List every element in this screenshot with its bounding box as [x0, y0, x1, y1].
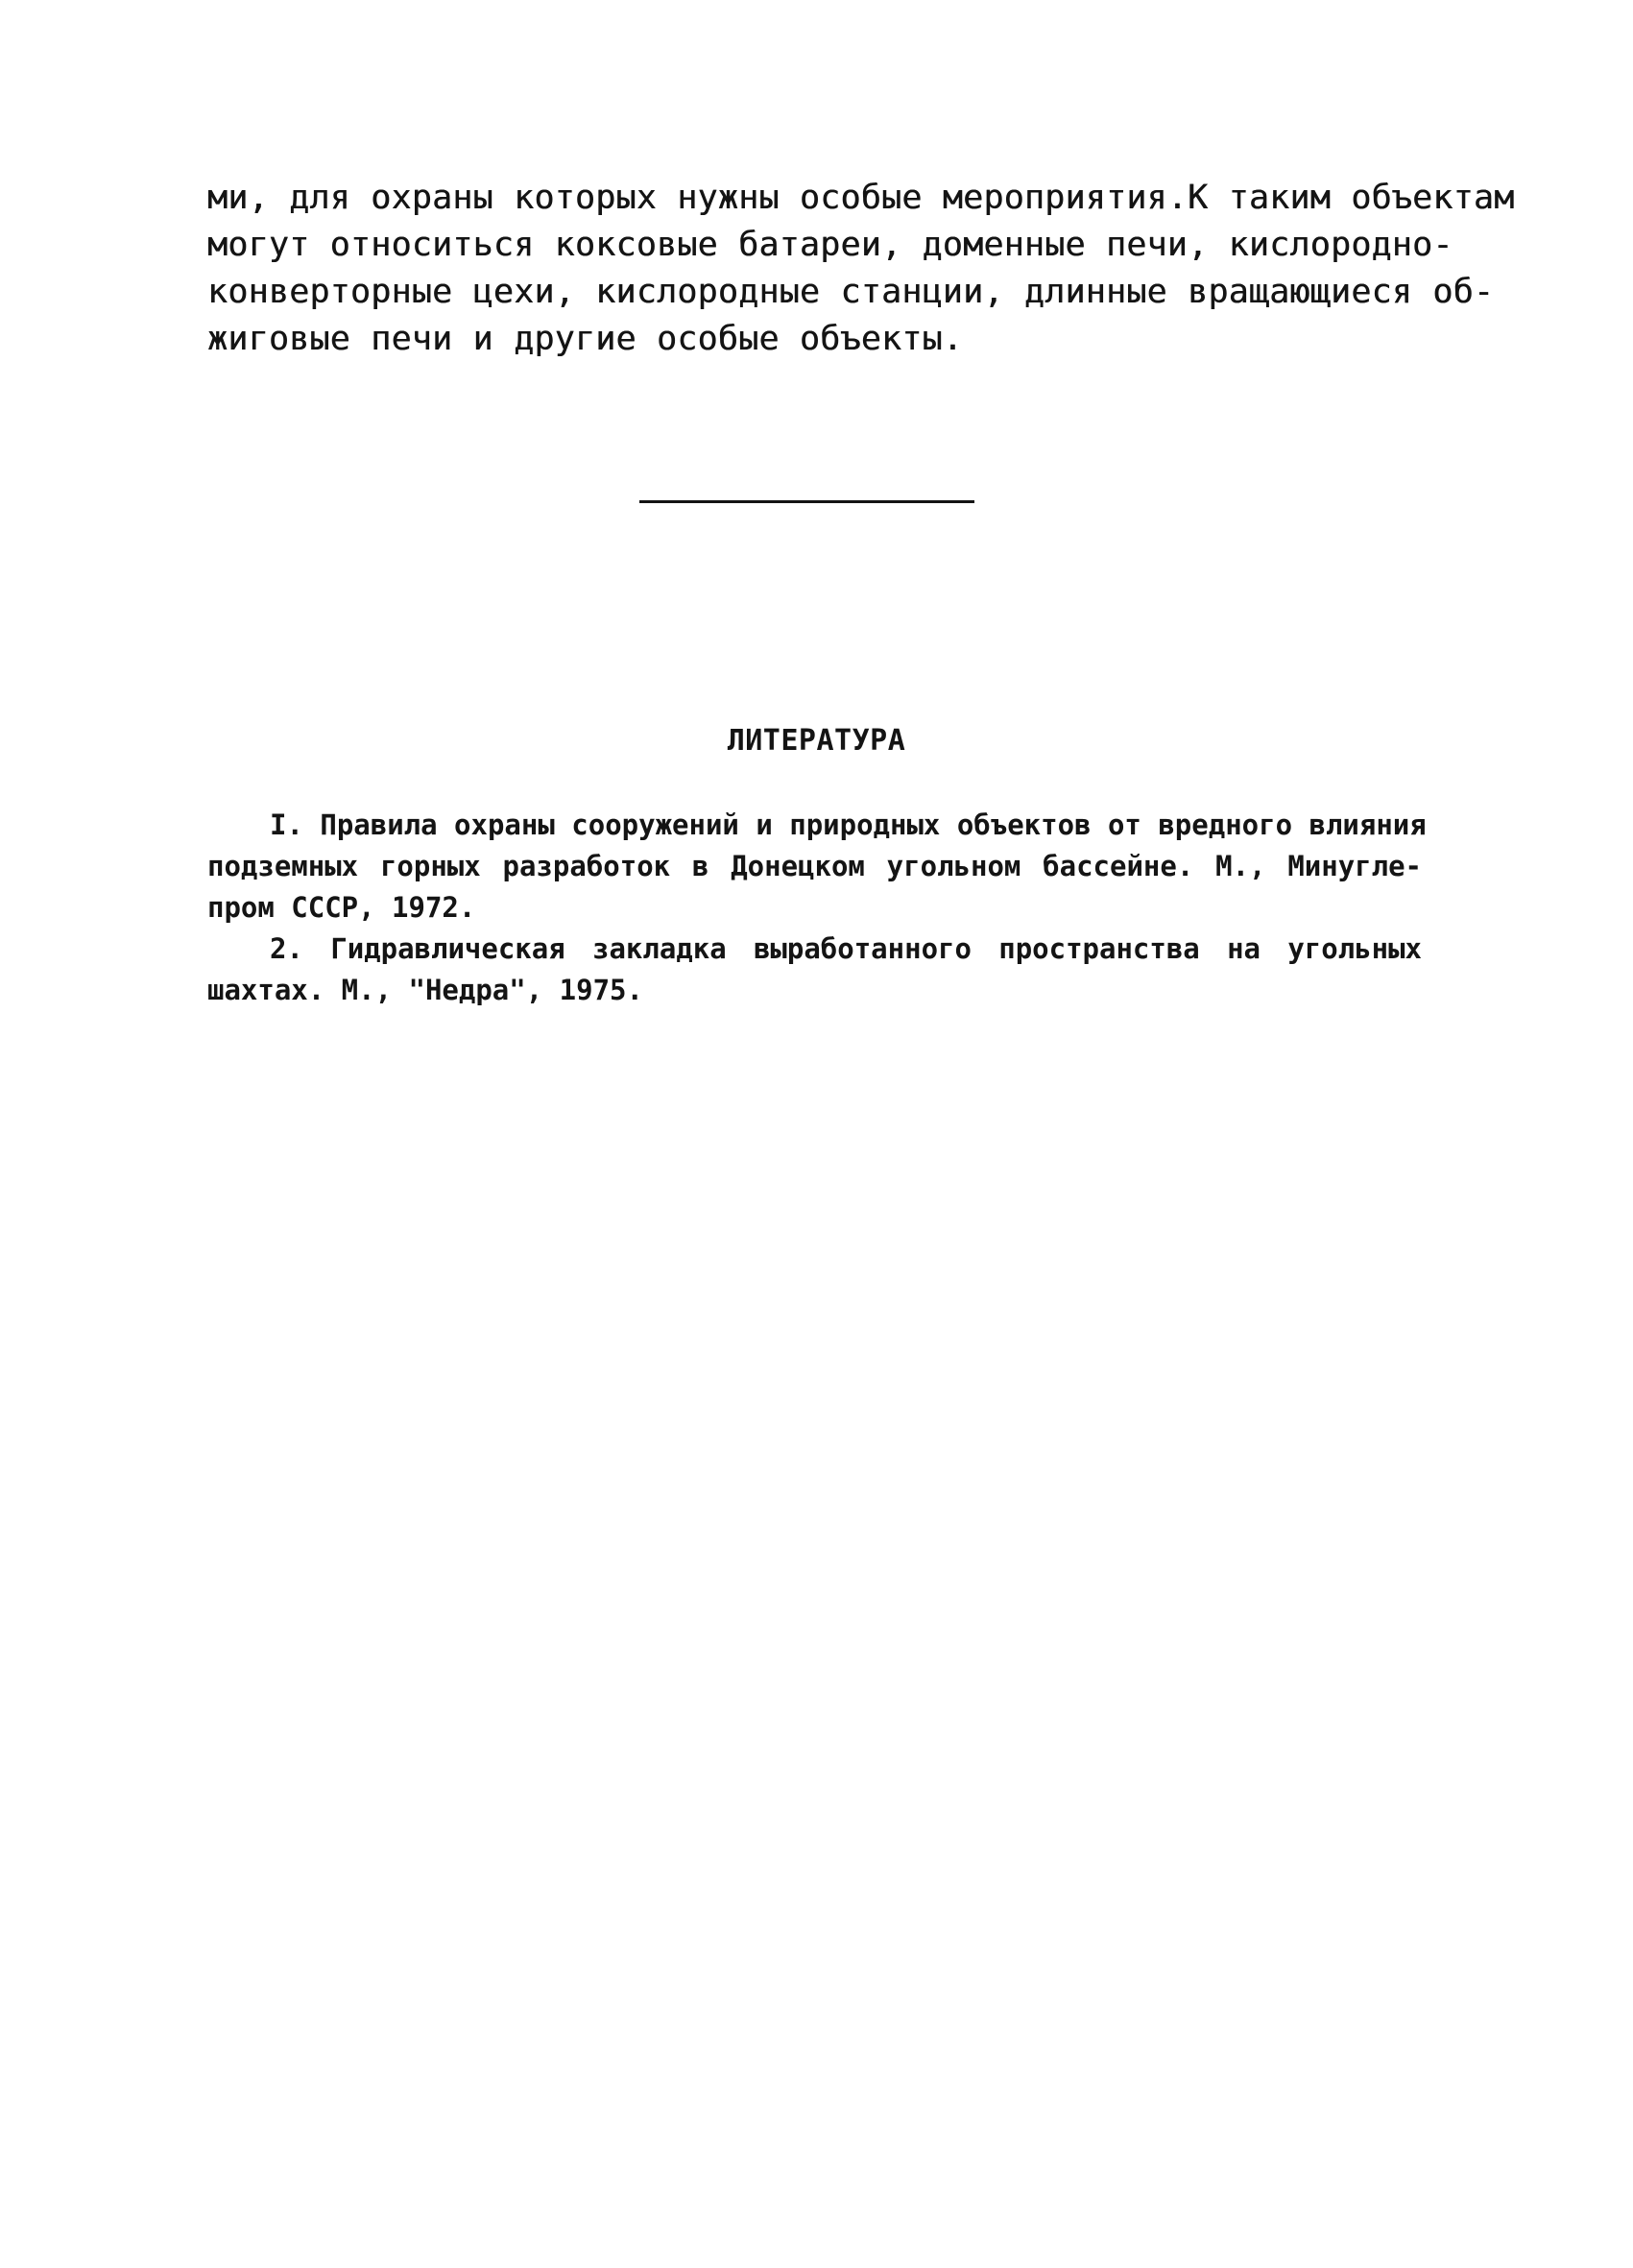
- section-divider: [639, 500, 974, 503]
- reference-2-line: шахтах. М., "Недра", 1975.: [207, 974, 643, 1006]
- body-text-line: жиговые печи и другие особые объекты.: [207, 320, 964, 358]
- body-text-line: могут относиться коксовые батареи, доменные печи, кислородно-: [207, 226, 1453, 264]
- reference-1-line: пром СССР, 1972.: [207, 891, 476, 924]
- reference-1-line: I. Правила охраны сооружений и природных объектов от вредного влияния: [270, 808, 1427, 841]
- body-text-line: конверторные цехи, кислородные станции, длинные вращающиеся об-: [207, 273, 1495, 311]
- literature-heading: ЛИТЕРАТУРА: [727, 724, 906, 758]
- reference-2-line: 2. Гидравлическая закладка выработанного пространства на угольных: [270, 932, 1422, 965]
- reference-1-line: подземных горных разработок в Донецком угольном бассейне. М., Минугле-: [207, 850, 1422, 882]
- body-text-line: ми, для охраны которых нужны особые мероприятия.К таким объектам: [207, 179, 1515, 217]
